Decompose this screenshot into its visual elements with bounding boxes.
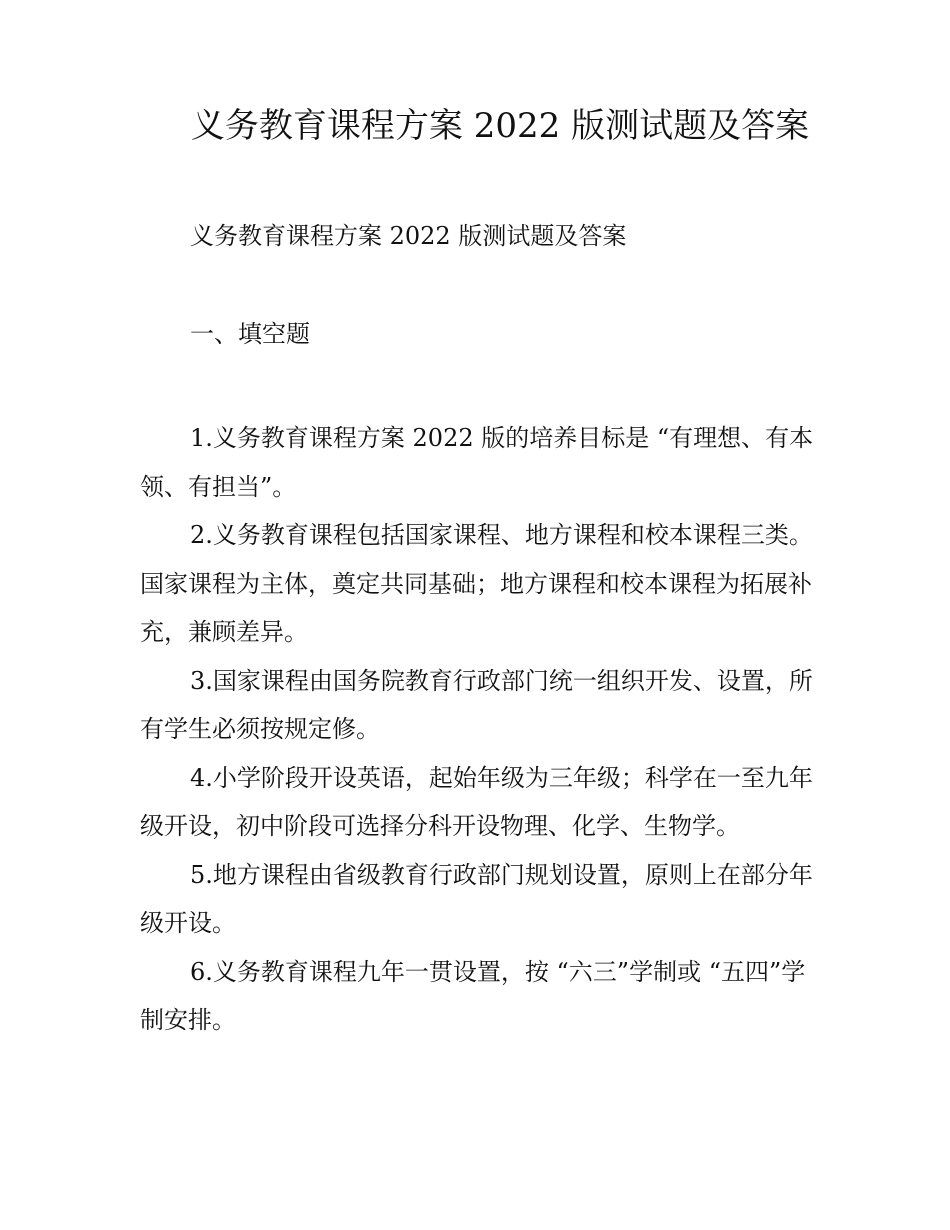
question-item: 3.国家课程由国务院教育行政部门统一组织开发、设置，所有学生必须按规定修。 bbox=[140, 666, 813, 743]
document-title: 义务教育课程方案 2022 版测试题及答案 bbox=[190, 106, 810, 146]
question-item: 1.义务教育课程方案 2022 版的培养目标是 “有理想、有本领、有担当”。 bbox=[140, 424, 814, 501]
document-subtitle: 义务教育课程方案 2022 版测试题及答案 bbox=[190, 222, 627, 250]
question-item: 2.义务教育课程包括国家课程、地方课程和校本课程三类。国家课程为主体，奠定共同基础；地方课程和校本课程为拓展补充，兼顾差异。 bbox=[140, 521, 813, 646]
question-list bbox=[140, 414, 820, 1045]
question-item: 6.义务教育课程九年一贯设置，按 “六三”学制或 “五四”学制安排。 bbox=[140, 957, 806, 1034]
section-heading: 一、填空题 bbox=[190, 320, 310, 348]
question-item: 5.地方课程由省级教育行政部门规划设置，原则上在部分年级开设。 bbox=[140, 860, 813, 937]
question-item: 4.小学阶段开设英语，起始年级为三年级；科学在一至九年级开设，初中阶段可选择分科开设物理、化学、生物学。 bbox=[140, 763, 813, 840]
